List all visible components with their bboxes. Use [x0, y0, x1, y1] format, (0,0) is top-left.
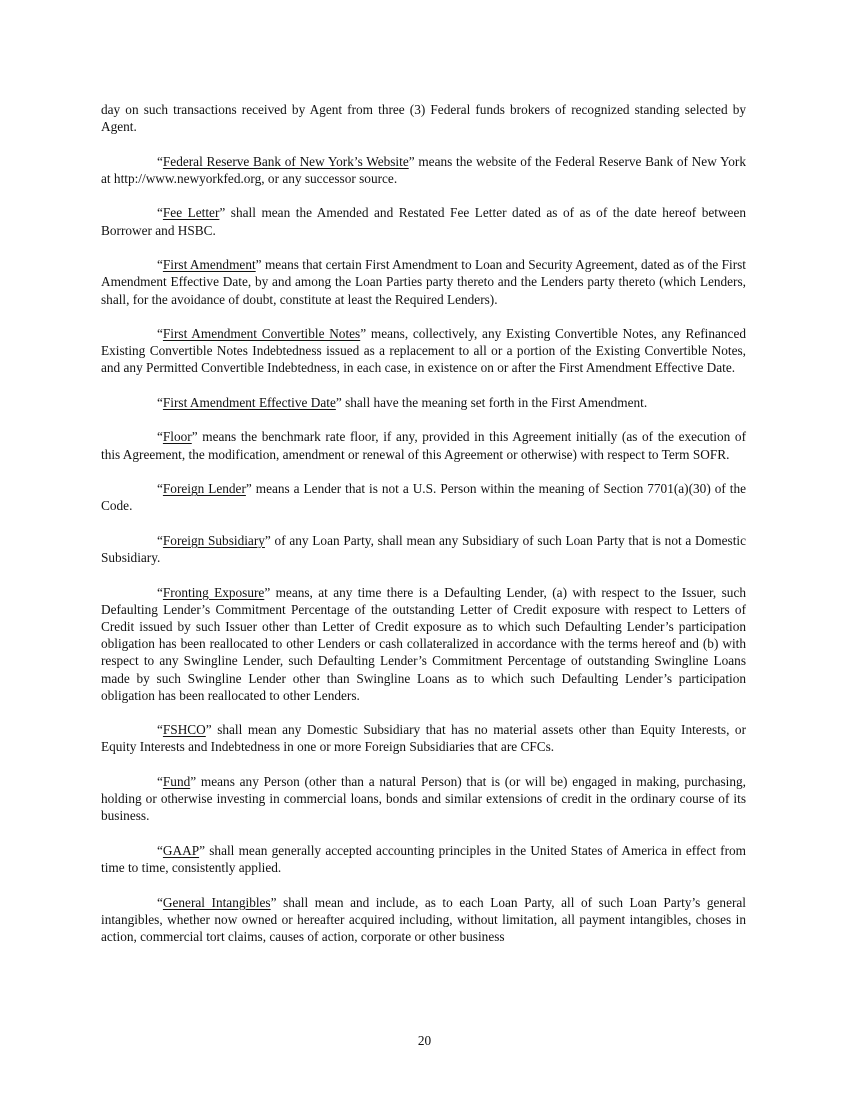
defined-term: First Amendment Convertible Notes	[162, 326, 361, 342]
defined-term: Fund	[162, 773, 191, 789]
page-number: 20	[417, 1033, 432, 1048]
defined-term: First Amendment Effective Date	[162, 394, 336, 410]
continuation-paragraph	[101, 101, 746, 135]
definition-fshco: “FSHCO” shall mean any Domestic Subsidiary that has no material assets other than Equity Interests, or Equity Interests and Indebtedness in one or more Foreign Subsidiaries that are CFCs.	[101, 722, 746, 755]
definition-text: ” shall mean generally accepted accounting principles in the United States of America in effect from time to time, consistently applied.	[101, 842, 746, 876]
defined-term: First Amendment	[162, 257, 256, 273]
definition-federal-reserve-website: “Federal Reserve Bank of New York’s Website” means the website of the Federal Reserve Bank of New York at http://www.newyorkfed.org, or any successor source.	[101, 153, 747, 186]
defined-term: Fronting Exposure	[162, 584, 265, 600]
definition-text: ” shall have the meaning set forth in the First Amendment.	[335, 394, 648, 410]
definition-text: ” means, at any time there is a Defaulting Lender, (a) with respect to the Issuer, such Defaulting Lender’s Commitment Percentage of the outstanding Letter of Credit exposure with respect to Letters of Credit issued by such Issuer other than Letter of Credit exposure as to which such Defaulting Lender’s participation obligation has been reallocated to other Lenders or cash collateralized in accordance with the terms hereof and (b) with respect to any Swingline Lender, such Defaulting Lender’s Commitment Percentage of outstanding Swingline Loans made by such Swingline Lender other than Swingline Loans as to which such Defaulting Lender’s participation obligation has been reallocated to other Lenders.	[101, 584, 746, 703]
defined-term: Foreign Subsidiary	[162, 532, 265, 548]
definition-first-amendment: “First Amendment” means that certain First Amendment to Loan and Security Agreement, dated as of the First Amendment Effective Date, by and among the Loan Parties party thereto and the Lenders party thereto (which Lenders, shall, for the avoidance of doubt, constitute at least the Required Lenders).	[101, 257, 747, 307]
definition-fronting-exposure: “Fronting Exposure” means, at any time there is a Defaulting Lender, (a) with respect to the Issuer, such Defaulting Lender’s Commitment Percentage of the outstanding Letter of Credit exposure with respect to Letters of Credit issued by such Issuer other than Letter of Credit exposure as to which such Defaulting Lender’s participation obligation has been reallocated to other Lenders or cash collateralized in accordance with the terms hereof and (b) with respect to any Swingline Lender, such Defaulting Lender’s Commitment Percentage of outstanding Swingline Loans made by such Swingline Lender other than Swingline Loans as to which such Defaulting Lender’s participation obligation has been reallocated to other Lenders.	[101, 584, 746, 703]
definition-fee-letter: “Fee Letter” shall mean the Amended and Restated Fee Letter dated as of as of the date hereof between Borrower and HSBC.	[101, 205, 746, 238]
definition-floor: “Floor” means the benchmark rate floor, if any, provided in this Agreement initially (as of the execution of this Agreement, the modification, amendment or renewal of this Agreement or otherwise) with respect to Term SOFR.	[101, 429, 746, 462]
defined-term: GAAP	[162, 842, 200, 858]
definition-fund: “Fund” means any Person (other than a natural Person) that is (or will be) engaged in making, purchasing, holding or otherwise investing in commercial loans, bonds and similar extensions of credit in the ordinary course of its business.	[101, 773, 746, 824]
continuation-text: day on such transactions received by Agent from three (3) Federal funds brokers of recognized standing selected by Agent.	[101, 102, 746, 135]
definition-text: ” means that certain First Amendment to Loan and Security Agreement, dated as of the First Amendment Effective Date, by and among the Loan Parties party thereto and the Lenders party thereto (which Lenders, shall, for the avoidance of doubt, constitute at least the Required Lenders).	[101, 257, 747, 307]
defined-term: General Intangibles	[162, 894, 271, 910]
definition-text: ” means any Person (other than a natural Person) that is (or will be) engaged in making, purchasing, holding or otherwise investing in commercial loans, bonds and similar extensions of credit in the ordinary course of its business.	[101, 773, 746, 824]
definition-gaap: “GAAP” shall mean generally accepted accounting principles in the United States of America in effect from time to time, consistently applied.	[101, 842, 746, 876]
definition-first-amendment-effective-date: “First Amendment Effective Date” shall have the meaning set forth in the First Amendment.	[157, 394, 648, 410]
definition-foreign-subsidiary: “Foreign Subsidiary” of any Loan Party, shall mean any Subsidiary of such Loan Party that is not a Domestic Subsidiary.	[101, 532, 747, 566]
defined-term: Foreign Lender	[162, 481, 246, 497]
definition-text: ” means, collectively, any Existing Convertible Notes, any Refinanced Existing Convertible Notes Indebtedness issued as a replacement to all or a portion of the Existing Convertible Notes, and any Permitted Convertible Indebtedness, in each case, in existence on or after the First Amendment Effective Date.	[101, 326, 746, 376]
document-body	[101, 101, 746, 962]
defined-term: Federal Reserve Bank of New York’s Website	[162, 153, 409, 169]
definition-text: ” means a Lender that is not a U.S. Person within the meaning of Section 7701(a)(30) of the Code.	[101, 481, 746, 514]
defined-term: FSHCO	[162, 722, 206, 738]
defined-term: Floor	[162, 429, 192, 445]
definition-text: ” means the benchmark rate floor, if any, provided in this Agreement initially (as of the execution of this Agreement, the modification, amendment or renewal of this Agreement or otherwise) with respect to Term SOFR.	[101, 429, 746, 462]
definition-first-amendment-convertible-notes: “First Amendment Convertible Notes” means, collectively, any Existing Convertible Notes, any Refinanced Existing Convertible Notes Indebtedness issued as a replacement to all or a portion of the Existing Convertible Notes, and any Permitted Convertible Indebtedness, in each case, in existence on or after the First Amendment Effective Date.	[101, 326, 746, 376]
definition-foreign-lender: “Foreign Lender” means a Lender that is not a U.S. Person within the meaning of Section 7701(a)(30) of the Code.	[101, 481, 746, 514]
definition-text: ” of any Loan Party, shall mean any Subsidiary of such Loan Party that is not a Domestic Subsidiary.	[101, 532, 747, 566]
definition-text: ” means the website of the Federal Reserve Bank of New York at http://www.newyorkfed.org, or any successor source.	[101, 153, 747, 186]
definition-text: ” shall mean any Domestic Subsidiary that has no material assets other than Equity Interests, or Equity Interests and Indebtedness in one or more Foreign Subsidiaries that are CFCs.	[101, 722, 746, 755]
definition-general-intangibles: “General Intangibles” shall mean and include, as to each Loan Party, all of such Loan Party’s general intangibles, whether now owned or hereafter acquired including, without limitation, all payment intangibles, choses in action, commercial tort claims, causes of action, corporate or other business	[101, 894, 746, 944]
definition-text: ” shall mean the Amended and Restated Fee Letter dated as of as of the date hereof between Borrower and HSBC.	[101, 205, 746, 238]
defined-term: Fee Letter	[162, 205, 220, 221]
definition-text: ” shall mean and include, as to each Loan Party, all of such Loan Party’s general intangibles, whether now owned or hereafter acquired including, without limitation, all payment intangibles, choses in action, commercial tort claims, causes of action, corporate or other business	[101, 894, 746, 944]
